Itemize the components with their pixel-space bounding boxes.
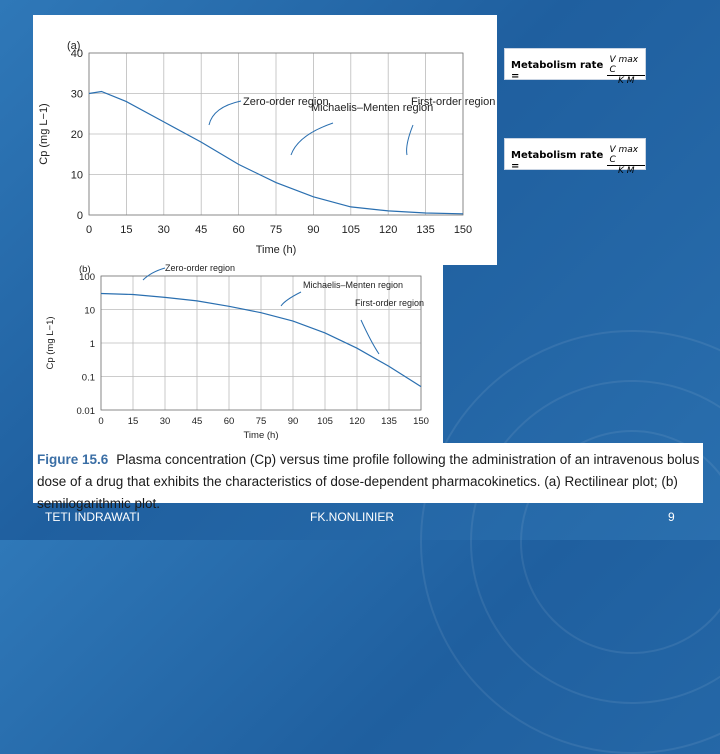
- x-axis-label: Time (h): [243, 430, 279, 441]
- plot-b-panel: [33, 262, 443, 452]
- region-annotation: Michaelis–Menten region: [303, 280, 404, 290]
- y-tick-label: 30: [70, 88, 83, 101]
- plot-a-panel: [33, 15, 497, 265]
- x-tick-label: 60: [232, 224, 245, 236]
- y-tick-label: 10: [84, 305, 95, 317]
- panel-label: (b): [79, 264, 91, 275]
- x-tick-label: 0: [85, 224, 93, 236]
- x-tick-label: 90: [287, 416, 299, 427]
- y-axis-label: Cp (mg L−1): [38, 103, 50, 165]
- region-annotation: Zero-order region: [243, 96, 329, 108]
- x-tick-label: 150: [453, 224, 473, 236]
- x-tick-label: 90: [307, 224, 320, 236]
- annotation-arrow: [143, 268, 165, 280]
- x-tick-label: 60: [223, 416, 235, 427]
- caption-panel: [33, 443, 703, 511]
- y-tick-label: 1: [89, 339, 95, 350]
- caption-text: Plasma concentration (Cp) versus time profile following the administration of an intravenous bolus dose of a drug that exhibits the characteristics of dose-dependent pharmacokinetics. (a) Rectilinear plot; (b) semilogarithmic plot.: [37, 452, 700, 511]
- annotation-arrow: [407, 125, 413, 155]
- formula-fraction: [607, 55, 645, 86]
- formula-denominator: K M: [617, 166, 635, 176]
- formula-numerator: V max C: [607, 55, 645, 76]
- region-annotation: Zero-order region: [165, 263, 236, 273]
- x-tick-label: 135: [381, 416, 397, 427]
- formula-fraction: [607, 145, 645, 176]
- y-tick-label: 40: [70, 48, 83, 60]
- formula-label: Metabolism rate =: [511, 149, 604, 172]
- formula-numerator: V max C: [607, 145, 645, 166]
- x-tick-label: 30: [159, 416, 171, 427]
- y-tick-label: 0: [76, 210, 83, 222]
- x-tick-label: 45: [191, 416, 203, 427]
- panel-label: (a): [67, 40, 81, 52]
- x-axis-label: Time (h): [255, 244, 297, 256]
- x-tick-label: 15: [120, 224, 133, 236]
- x-tick-label: 105: [317, 416, 333, 427]
- annotation-arrow: [281, 292, 301, 306]
- x-tick-label: 45: [195, 224, 208, 236]
- rectilinear-plot: [33, 15, 497, 265]
- semilog-plot: [33, 262, 443, 452]
- region-annotation: First-order region: [411, 96, 496, 108]
- x-tick-label: 0: [98, 416, 104, 427]
- annotation-arrow: [291, 123, 333, 155]
- x-tick-label: 120: [349, 416, 365, 427]
- formula-box-2: [504, 138, 646, 176]
- y-tick-label: 0.1: [81, 372, 95, 384]
- annotation-arrow: [209, 101, 241, 125]
- x-tick-label: 15: [127, 416, 139, 427]
- figure-caption: [37, 449, 701, 515]
- footer-page-number: 9: [668, 510, 675, 524]
- x-tick-label: 105: [341, 224, 360, 236]
- footer-author: TETI INDRAWATI: [45, 510, 140, 524]
- footer-course: FK.NONLINIER: [310, 510, 395, 524]
- y-tick-label: 10: [70, 169, 83, 182]
- metabolism-rate-formula: [511, 55, 645, 86]
- x-tick-label: 75: [269, 224, 283, 236]
- x-tick-label: 135: [416, 224, 435, 236]
- x-tick-label: 150: [413, 416, 429, 427]
- y-axis-label: Cp (mg L−1): [45, 316, 56, 370]
- formula-denominator: K M: [617, 76, 635, 86]
- x-tick-label: 75: [255, 416, 267, 427]
- y-tick-label: 100: [79, 272, 95, 283]
- annotation-arrow: [361, 320, 379, 354]
- x-tick-label: 30: [157, 224, 170, 236]
- region-annotation: First-order region: [355, 298, 425, 308]
- formula-label: Metabolism rate =: [511, 59, 604, 82]
- region-annotation: Michaelis–Menten region: [311, 102, 434, 114]
- metabolism-rate-formula: [511, 145, 645, 176]
- figure-number: Figure 15.6: [37, 452, 109, 467]
- y-tick-label: 0.01: [76, 406, 95, 417]
- y-tick-label: 20: [70, 129, 83, 141]
- formula-box-1: [504, 48, 646, 86]
- x-tick-label: 120: [379, 224, 398, 236]
